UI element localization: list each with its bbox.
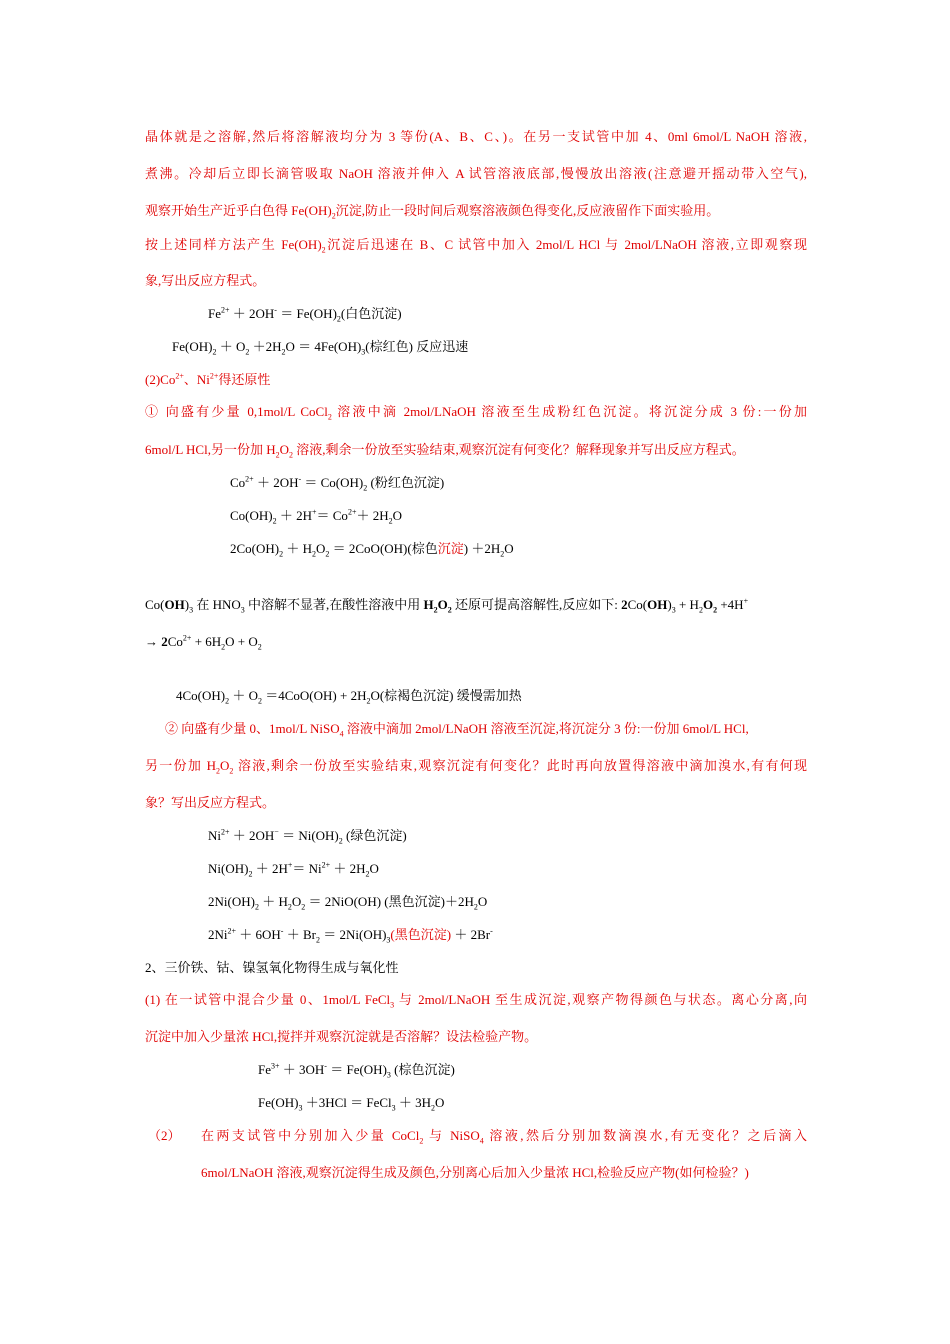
paragraph-line: 6mol/LNaOH 溶液,观察沉淀得生成及颜色,分别离心后加入少量浓 HCl,检验反应产物(如何检验？) <box>201 1165 749 1180</box>
paragraph-line: ① 向盛有少量 0,1mol/L CoCl$_2$ 溶液中滴 2mol/LNaOH 溶液至生成粉红色沉淀。将沉淀分成 3 份:一份加 <box>145 404 808 422</box>
equation: $Ni(OH)_2 + 2H^+= Ni^{2+} + 2H_2O$ <box>208 860 379 879</box>
paragraph-line: 象？写出反应方程式。 <box>145 795 276 810</box>
note-line: → $2Co^{2+} + 6H_2O + O_2$ <box>145 633 262 652</box>
equation: $2Co(OH)_2 + H_2O_2 = 2CoO(OH)$(棕色沉淀) $+2H_2O$ <box>230 541 514 559</box>
equation: $4Co(OH)_2 + O_2 =4CoO(OH) + 2H_2O$(棕褐色沉淀) 缓慢需加热 <box>176 688 522 706</box>
equation: $2Ni^{2+} + 6OH^- + Br_2 = 2Ni(OH)_3$(黑色沉淀) ＋ 2Br- <box>208 926 493 945</box>
paragraph-line: 煮沸。冷却后立即长滴管吸取 NaOH 溶液并伸入 A 试管溶液底部,慢慢放出溶液(注意避开摇动带入空气), <box>145 166 807 181</box>
paragraph-line: 按上述同样方法产生 $Fe(OH)_2$沉淀后迅速在 B、C 试管中加入 2mol/L HCl 与 2mol/LNaOH 溶液,立即观察现 <box>145 237 807 255</box>
paragraph-line: 象,写出反应方程式。 <box>145 273 266 288</box>
paragraph-line: 晶体就是之溶解,然后将溶解液均分为 3 等份(A、B、C、)。在另一支试管中加 4、0ml 6mol/L NaOH 溶液, <box>145 129 807 144</box>
equation: $Fe(OH)_3 +3HCl$ ＝ FeCl$_3$ ＋ $3H_2O$ <box>258 1095 445 1113</box>
paragraph-line: 沉淀中加入少量浓 HCl,搅拌并观察沉淀就是否溶解？设法检验产物。 <box>145 1029 538 1044</box>
equation: $2Ni(OH)_2 + H_2O_2 = 2NiO(OH)$ (黑色沉淀)$+2H_2O$ <box>208 894 488 912</box>
paragraph-line: (1) 在一试管中混合少量 0、1mol/L FeCl$_3$ 与 2mol/LNaOH 至生成沉淀,观察产物得颜色与状态。离心分离,向 <box>145 992 807 1010</box>
section-heading: $(2)Co^{2+}$、$Ni^{2+}$得还原性 <box>145 371 271 387</box>
paragraph-line: 观察开始生产近乎白色得 $Fe(OH)_2$沉淀,防止一段时间后观察溶液颜色得变化,反应液留作下面实验用。 <box>145 203 720 221</box>
section-heading: 2、三价铁、钴、镍氢氧化物得生成与氧化性 <box>145 960 399 975</box>
equation: $Fe^{3+} + 3OH^- = Fe(OH)_3$ (棕色沉淀) <box>258 1061 455 1080</box>
equation: $Ni^{2+} + 2OH^- = Ni(OH)_2$ (绿色沉淀) <box>208 827 407 846</box>
note-line: $Co(OH)_3$ 在 $HNO_3$ 中溶解不显著,在酸性溶液中用 $H_2O_2$ 还原可提高溶解性,反应如下: $2Co(OH)_3 + H_2O_2 +4H^+$ <box>145 596 749 615</box>
question-label: （2） <box>148 1128 181 1143</box>
paragraph-line: 另一份加 $H_2O_2$ 溶液,剩余一份放至实验结束,观察沉淀有何变化？此时再向放置得溶液中滴加溴水,有有何现 <box>145 758 807 776</box>
equation: $Co^{2+} + 2OH^- = Co(OH)_2$ (粉红色沉淀) <box>230 474 445 493</box>
paragraph-line: 6mol/L HCl,另一份加 $H_2O_2$ 溶液,剩余一份放至实验结束,观察沉淀有何变化？解释现象并写出反应方程式。 <box>145 442 745 460</box>
equation: $Co(OH)_2 + 2H^+= Co^{2+}+ 2H_2O$ <box>230 507 402 526</box>
paragraph-line: ② 向盛有少量 0、1mol/L NiSO$_4$ 溶液中滴加 2mol/LNaOH 溶液至沉淀,将沉淀分 3 份:一份加 6mol/L HCl, <box>165 721 749 739</box>
equation: $Fe^{2+} + 2OH^- = Fe(OH)_2$(白色沉淀) <box>208 305 402 324</box>
equation: $Fe(OH)_2 + O_2 +2H_2O = 4Fe(OH)_3$(棕红色) 反应迅速 <box>172 339 469 357</box>
paragraph-line: 在两支试管中分别加入少量 CoCl$_2$ 与 NiSO$_4$ 溶液,然后分别加数滴溴水,有无变化？之后滴入 <box>201 1128 807 1146</box>
